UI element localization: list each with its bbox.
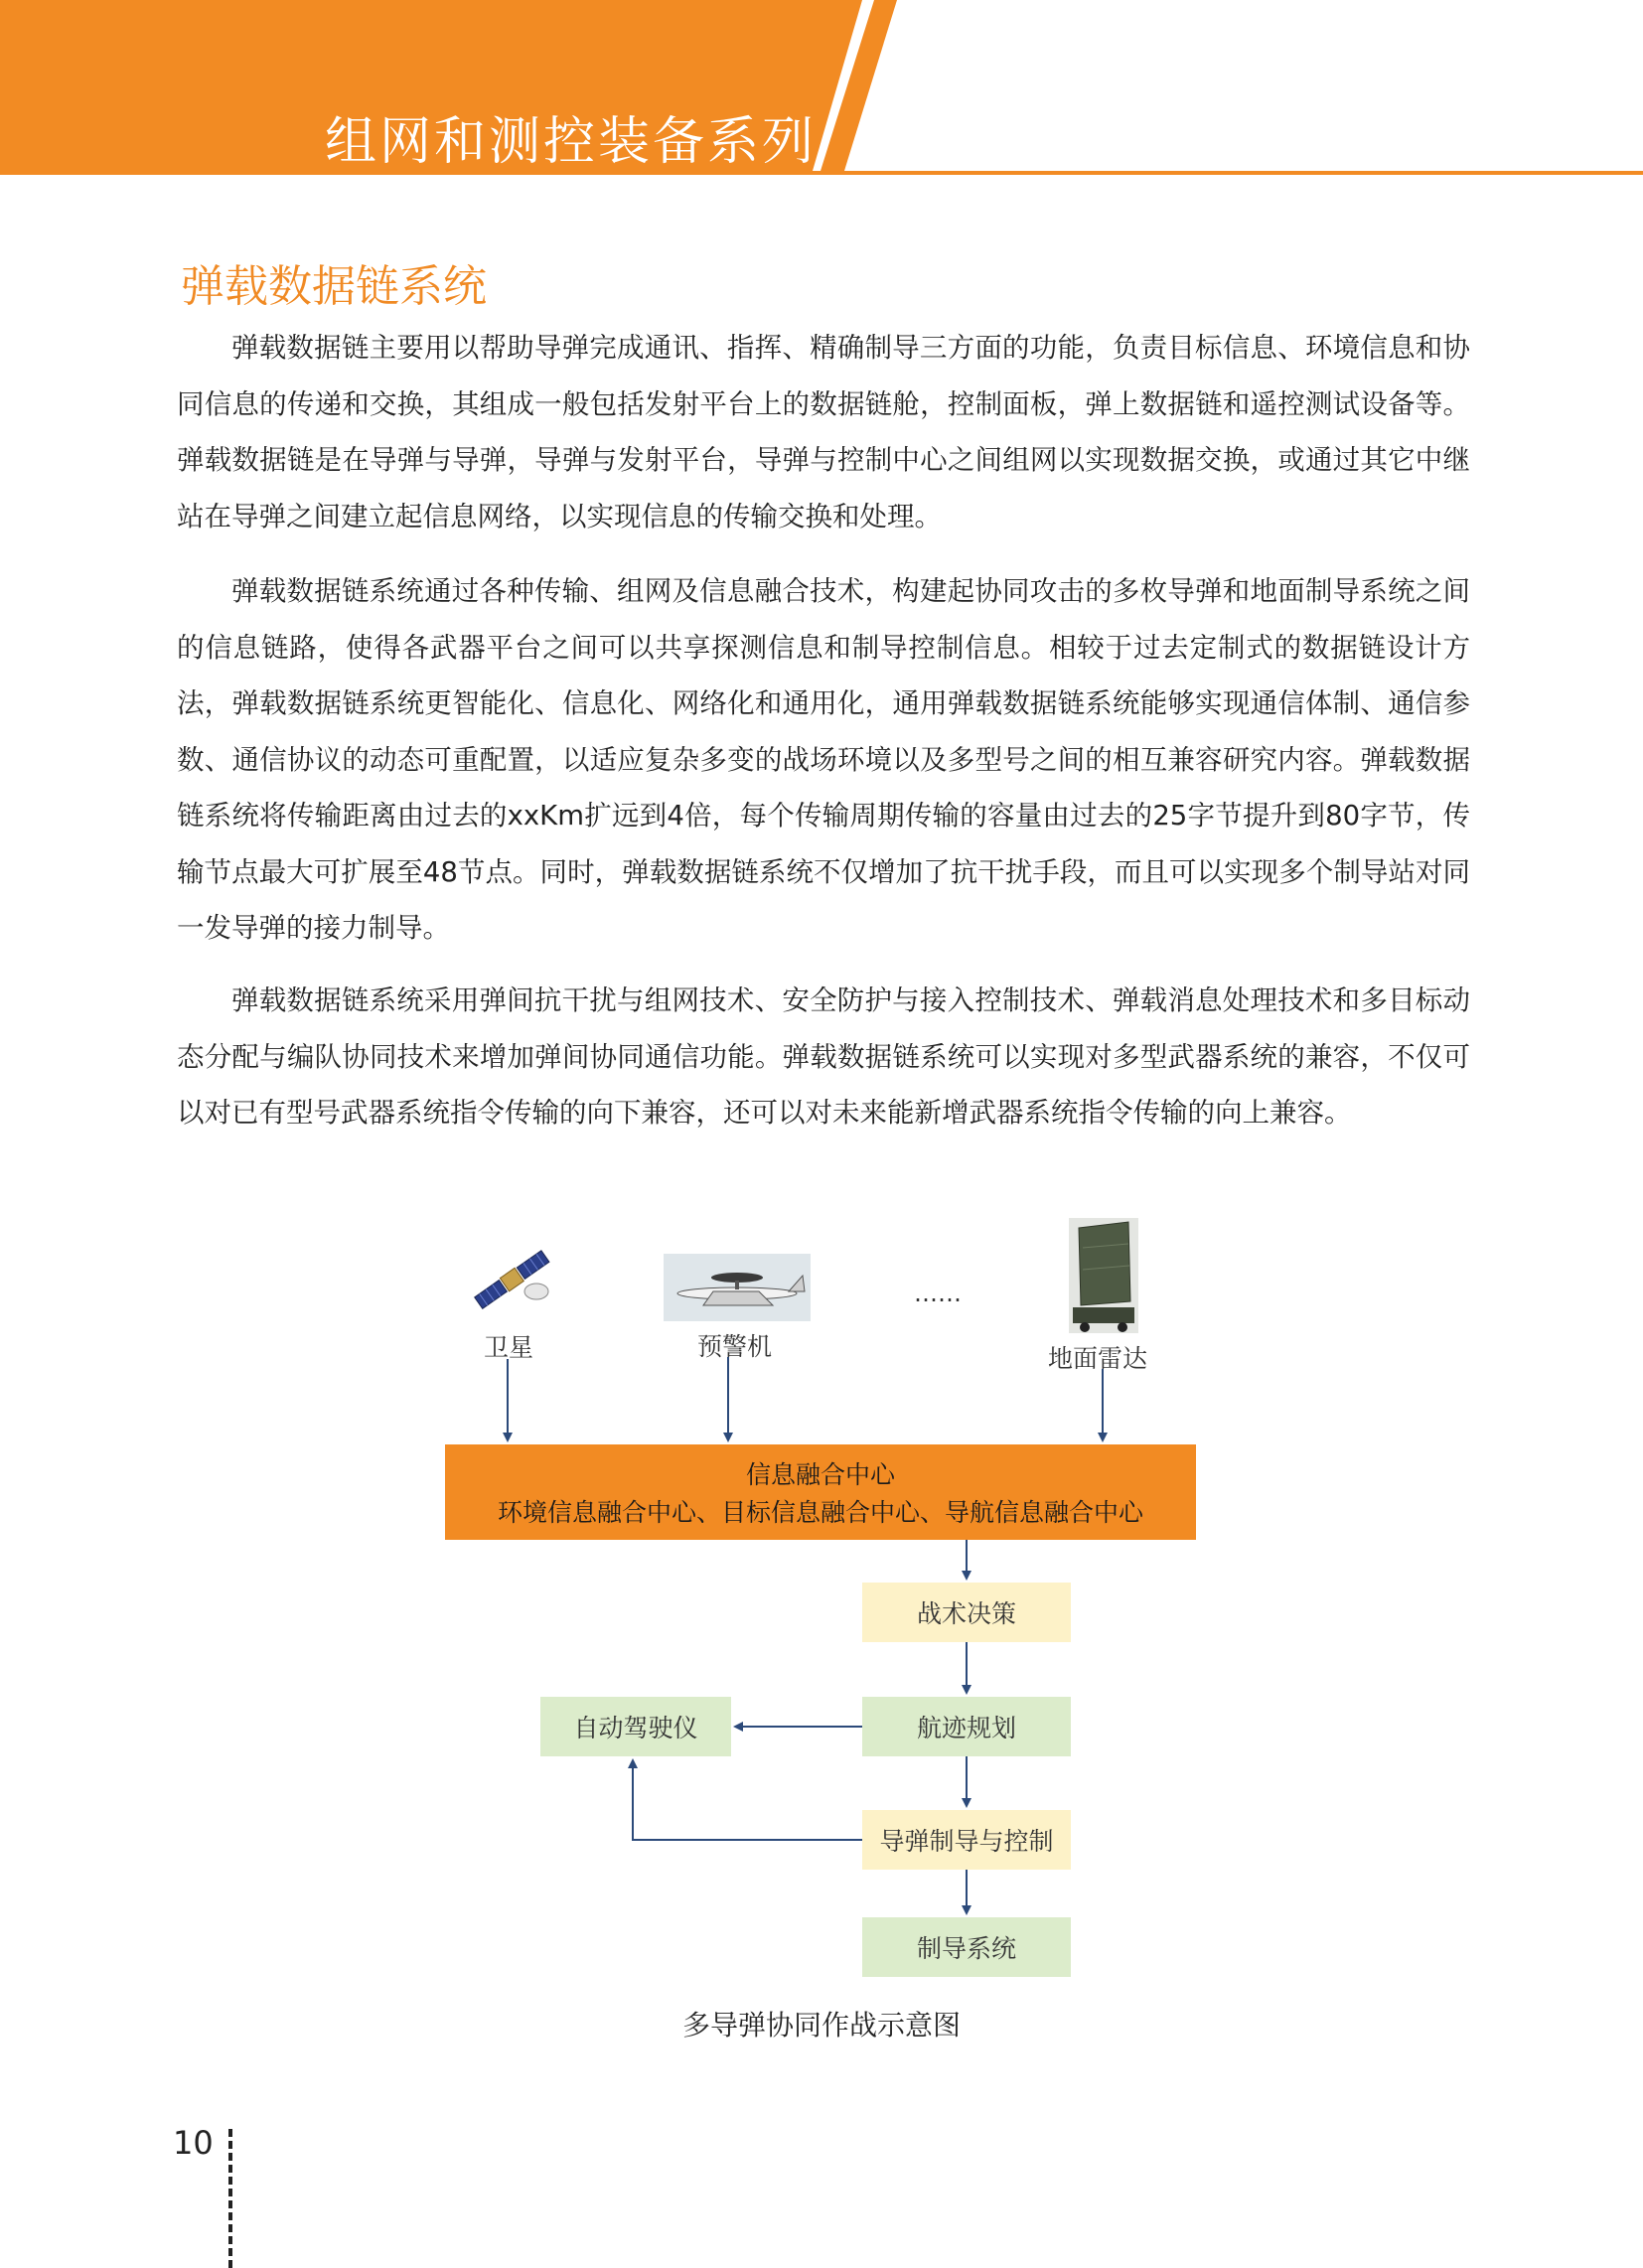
series-title: 组网和测控装备系列 (325, 112, 818, 172)
fusion-center-title: 信息融合中心 (745, 1460, 895, 1489)
label-awacs: 预警机 (697, 1332, 773, 1361)
guidance-system-box: 制导系统 (862, 1917, 1071, 1977)
label-satellite: 卫星 (484, 1333, 534, 1362)
ground-radar-icon (1069, 1218, 1138, 1333)
page-divider (228, 2129, 232, 2268)
paragraph-2: 弹载数据链系统通过各种传输、组网及信息融合技术，构建起协同攻击的多枚导弹和地面制导系统之间的信息链路，使得各武器平台之间可以共享探测信息和制导控制信息。相较于过去定制式的数据链设计方法，弹载数据链系统更智能化、信息化、网络化和通用化，通用弹载数据链系统能够实现通信体制、通信参数、通信协议的动态可重配置，以适应复杂多变的战场环境以及多型号之间的相互兼容研究内容。弹载数据链系统将传输距离由过去的xxKm扩远到4倍，每个传输周期传输的容量由过去的25字节提升到80字节，传输节点最大可扩展至48节点。同时，弹载数据链系统不仅增加了抗干扰手段，而且可以实现多个制导站对同一发导弹的接力制导。 (177, 575, 1470, 944)
ellipsis: …… (914, 1280, 962, 1307)
autopilot-box: 自动驾驶仪 (540, 1697, 731, 1756)
paragraph-1: 弹载数据链主要用以帮助导弹完成通讯、指挥、精确制导三方面的功能，负责目标信息、环境信息和协同信息的传递和交换，其组成一般包括发射平台上的数据链舱，控制面板，弹上数据链和遥控测试设备等。弹载数据链是在导弹与导弹，导弹与发射平台，导弹与控制中心之间组网以实现数据交换，或通过其它中继站在导弹之间建立起信息网络，以实现信息的传输交换和处理。 (177, 332, 1470, 532)
awacs-aircraft-icon (664, 1254, 811, 1321)
track-planning-box: 航迹规划 (862, 1697, 1071, 1756)
guidance-control-box: 导弹制导与控制 (862, 1810, 1071, 1870)
paragraph-3: 弹载数据链系统采用弹间抗干扰与组网技术、安全防护与接入控制技术、弹载消息处理技术和多目标动态分配与编队协同技术来增加弹间协同通信功能。弹载数据链系统可以实现对多型武器系统的兼容，不仅可以对已有型号武器系统指令传输的向下兼容，还可以对未来能新增武器系统指令传输的向上兼容。 (177, 984, 1470, 1129)
figure-caption: 多导弹协同作战示意图 (681, 2009, 961, 2041)
page-number: 10 (173, 2124, 214, 2162)
arrow-guidance-to-autopilot (633, 1760, 862, 1840)
header-banner (0, 0, 1643, 179)
fusion-center-box (445, 1444, 1196, 1540)
tactical-decision-box: 战术决策 (862, 1583, 1071, 1642)
label-ground-radar: 地面雷达 (1048, 1344, 1148, 1373)
fusion-center-subtitle: 环境信息融合中心、目标信息融合中心、导航信息融合中心 (497, 1498, 1143, 1527)
section-title: 弹载数据链系统 (181, 261, 487, 312)
satellite-icon (467, 1236, 566, 1319)
